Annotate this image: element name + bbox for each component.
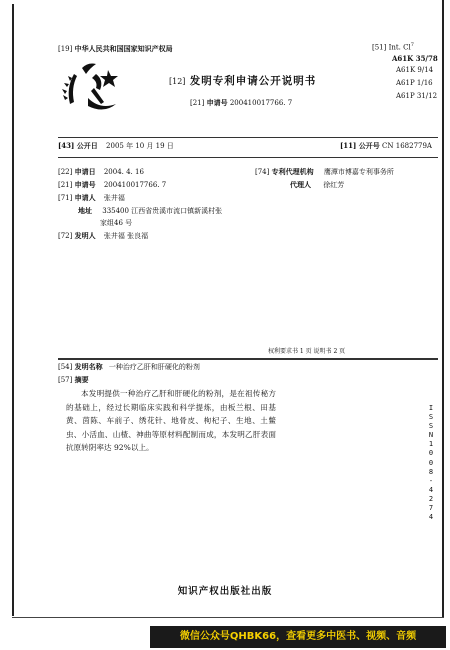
abstract-code: [57] (58, 376, 73, 384)
doc-type-code: [12] (169, 77, 186, 86)
applicant-code: [71] (58, 194, 73, 202)
filing-date: 2004. 4. 16 (103, 168, 144, 176)
doc-type: 发明专利申请公开说明书 (189, 75, 317, 87)
inventor-code: [72] (58, 232, 73, 240)
pub-no-label: [11] 公开号 (340, 141, 380, 150)
classification-code: [51] Int. Cl (372, 43, 411, 52)
abstract-heading (58, 375, 89, 385)
invention-title: 一种治疗乙肝和肝硬化的粉剂 (108, 363, 200, 371)
address: 335400 江西省贵溪市流口镇新溪村张 (102, 207, 223, 215)
office-name: 中华人民共和国国家知识产权局 (74, 44, 173, 53)
issn-vertical: I S S N 1 0 0 8 - 4 2 7 4 (428, 404, 434, 522)
agency: 鹰潭市博嘉专利事务所 (323, 168, 394, 176)
pub-no-line (340, 141, 432, 151)
pages-note: 权利要求书 1 页 说明书 2 页 (268, 348, 346, 355)
agent-line (290, 180, 344, 190)
agent: 徐红芳 (323, 181, 345, 189)
classification-other: A61K 9/14 (396, 66, 434, 74)
pub-date: 2005 年 10 月 19 日 (106, 142, 174, 150)
appno: 200410017766. 7 (103, 181, 167, 189)
address-label: 地址 (78, 206, 92, 215)
address-line (78, 206, 222, 216)
abstract-label: 摘要 (74, 375, 89, 384)
office-code: [19] (58, 45, 73, 53)
title-label: 发明名称 (74, 362, 103, 371)
page-frame-left (12, 4, 14, 616)
classification-main: A61K 35/78 (392, 54, 438, 63)
appno-line (58, 180, 166, 190)
app-no-code: [21] (190, 99, 205, 107)
address-line-2: 家组46 号 (100, 219, 133, 227)
appno-code: [21] (58, 181, 73, 189)
office-line (58, 44, 173, 54)
classification-sup: 7 (410, 42, 414, 48)
title-line (58, 362, 200, 372)
agency-code: [74] (255, 168, 270, 176)
agent-label: 代理人 (290, 180, 311, 189)
page-frame-right (442, 0, 444, 618)
filing-label: 申请日 (74, 167, 96, 176)
applicant-label: 申请人 (74, 193, 96, 202)
inventor-label: 发明人 (74, 231, 96, 240)
doc-type-line (169, 73, 316, 88)
inventors: 张井福 张良福 (103, 232, 149, 240)
app-no-label: 申请号 (206, 98, 228, 107)
app-no: 200410017766. 7 (229, 99, 293, 107)
title-code: [54] (58, 363, 73, 371)
page-bottom-rule (12, 617, 444, 618)
classification-other: A61P 1/16 (396, 79, 433, 87)
inventor-line (58, 231, 148, 241)
app-no-line (190, 98, 292, 108)
applicant-line (58, 193, 125, 203)
wechat-banner: 微信公众号QHBK66，查看更多中医书、视频、音频 (150, 626, 446, 648)
pub-date-label: [43] 公开日 (58, 141, 98, 150)
appno-label: 申请号 (74, 180, 96, 189)
classification-header (372, 42, 414, 51)
agency-line (255, 167, 394, 177)
rule-abstract (58, 358, 438, 360)
filing-date-line (58, 167, 144, 177)
publisher-footer: 知识产权出版社出版 (177, 586, 273, 597)
emblem-icon (60, 58, 130, 118)
abstract-text: 本发明提供一种治疗乙肝和肝硬化的粉剂，是在祖传秘方的基础上，经过长期临床实践和科学提炼，由板兰根、田基黄、茵陈、车前子、绣花针、地骨皮、枸杞子、生地、土鳖虫、小活血、山楂、神曲等原材料配制而成，本发明乙肝表面抗原转阴率达 92%以上。 (66, 389, 276, 453)
filing-code: [22] (58, 168, 73, 176)
pub-no: CN 1682779A (382, 142, 432, 150)
classification-other: A61P 31/12 (396, 92, 438, 100)
applicant: 张井福 (103, 194, 125, 202)
rule-biblio (58, 157, 438, 158)
agency-label: 专利代理机构 (271, 167, 314, 176)
rule-top (58, 137, 438, 138)
pub-date-line (58, 141, 174, 151)
